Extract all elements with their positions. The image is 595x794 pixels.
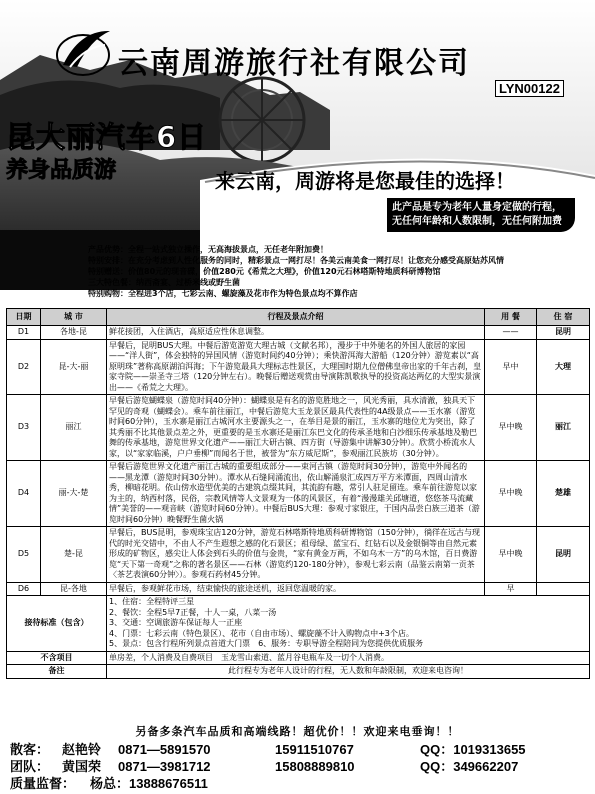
city-cell: 丽-大-楚 [41,461,107,527]
remarks-cell: 此行程专为老年人设计的行程，无人数和年龄限制，欢迎来电咨询！ [107,665,590,679]
city-cell: 丽江 [41,395,107,461]
hotel-cell: 大理 [537,339,590,395]
info-gifts: 特别赠送：价值80元的现音碟，价值280元《希荒之大理》，价值120元石林嗒斯特地质科研博物馆 [88,267,441,276]
meals-cell: 早中晚 [485,461,537,527]
table-row [7,339,590,395]
hotel-cell: 楚雄 [537,461,590,527]
supervisor-row [10,775,590,792]
tour-title: 昆大丽汽车6日 [6,120,208,154]
remarks-row [7,665,590,679]
desc-cell: 早餐后游览蝴蝶泉（游览时间40分钟）：蝴蝶泉是有名的游览胜地之一，风光秀丽，具水清澈，独具天下罕见的奇观（蝴蝶会）。乘车前往丽江，中餐后游览大玉龙景区最具代表性的4A级景点——玉水寨（游览时间60分钟），玉水寨是丽江古城河水主要源头之一，在举目是景的丽江，玉水寨的地位尤为突出，除了其秀丽不比其他景点差之外，更重要的是玉水寨还是丽江东巴文化的传承圣地和白沙细乐传承基地及勒巴舞的传承基地，游览世界文化遗产——丽江大研古镇、四方街（导游集中讲解30分钟）。欣赏小桥流水人家，以“家家临溪，户户垂柳”而闻名于世，被誉为“东方威尼斯”，参观丽江民族坊（30分钟）。 [107,395,485,461]
product-info [88,244,593,299]
contact-phone: 0871—3981712 [118,759,211,774]
table-row [7,461,590,527]
excluded-cell: 单房差，个人消费及自费项目 玉龙雪山索道、蓝月谷电瓶车及一切个人消费。 [107,651,590,665]
contact-qq: QQ：1019313655 [420,742,526,757]
remarks-label: 备注 [7,665,107,679]
contact-mobile: 15808889810 [275,759,355,774]
header-itinerary: 行程及景点介绍 [107,309,485,326]
contact-mobile: 15911510767 [275,742,354,757]
day-cell: D5 [7,527,41,583]
standard-item: 3、交通：空调旅游车保证每人一正座 [109,618,243,627]
meals-cell: 早中晚 [485,527,537,583]
banner [0,0,595,298]
desc-cell: 早餐后，昆明BUS大理。中餐后游览游览大理古城（文献名邦），漫步于中外驰名的外国人旅居的家园——“洋人街”，体会独特的异国风情（游览时间约40分钟）；乘快游洱海大游船（120分钟）游览素以“高原明珠”著称高原湖泊洱海；下午游览最具大理标志性景区，大理国时期九位僧佛皇帝出家的千年古刹，皇家寺院——崇圣寺三塔（120分钟左右）。晚餐后赠送观赏由导演陈凯歌执导的投资高达两亿的大型实景演出——《希荒之大理》。 [107,339,485,395]
city-cell: 昆-各地 [41,582,107,596]
desc-cell: 早餐后，参观鲜花市场，结束愉快的旅途送机，返回您温暖的家。 [107,582,485,596]
city-cell: 各地-昆 [41,326,107,340]
contact-name: 黄国荣 [62,759,102,774]
meals-cell: 早中 [485,339,537,395]
standard-item: 2、餐饮：全程5早7正餐，十人一桌，八菜一汤 [109,607,277,617]
standards-row [7,596,590,652]
supervisor-contact: 杨总：13888676511 [90,776,208,791]
meals-cell: 早 [485,582,537,596]
table-header [7,309,590,326]
contact-label: 团队： [10,759,50,774]
excluded-label: 不含项目 [7,651,107,665]
meals-cell: —— [485,326,537,340]
contact-name: 赵艳铃 [62,742,102,757]
header-city: 城 市 [41,309,107,326]
day-cell: D2 [7,339,41,395]
notice-box: 此产品是专为老年人量身定做的行程，无任何年龄和人数限制，无任何附加费 [387,198,575,232]
contact-phone: 0871—5891570 [118,742,211,757]
table-row [7,582,590,596]
hotel-cell [537,582,590,596]
hotel-cell: 昆明 [537,326,590,340]
contact-block [10,741,590,792]
header-date: 日期 [7,309,41,326]
info-shopping: 特别购物：全程进3个店，七彩云南、螺旋藻及花市作为特色景点均不算作店 [88,289,358,298]
city-cell: 昆-大-丽 [41,339,107,395]
standard-item: 4、门票：七彩云南（特色景区）、花市（自由市场）、螺旋藻不计入购物点中+3个店。 [109,628,414,638]
info-meals: 三大特色餐：纳西斋宴、过桥米线或野生菌 [88,278,240,287]
product-code: LYN00122 [495,80,564,97]
excluded-row [7,651,590,665]
hotel-cell: 丽江 [537,395,590,461]
standards-label: 接待标准（包含） [7,596,107,652]
tour-subtitle: 养身品质游 [6,158,117,183]
standard-item: 1、住宿：全程特评三星 [109,597,195,606]
desc-cell: 鲜花接团，入住酒店，高原适应性休息调整。 [107,326,485,340]
header-hotel: 住 宿 [537,309,590,326]
standards-cell [107,596,590,652]
desc-cell: 早餐后，BUS昆明，参观珠宝店120分钟，游览石林嗒斯特地质科研博物馆（150分钟），徜徉在远古与现代的时光交错中，不由人不产生遐想之感的化石景区；祖母绿、蓝宝石、红钻石以及金银铜等由自然元素形成的矿物区，感尖让人体会到石头的价值与金贵，“家有黄金万两，不如乌木一方”的乌木馆，百日费游览“天下第一奇观”之称的著名景区——石林（游览约120-180分钟），参观七彩云南（品鉴云南第一贡茶〈茶艺表演60分钟〉）。参观石药材45分钟。 [107,527,485,583]
info-arrangement: 特别安排：在充分考虑到人性化服务的同时，精彩景点一网打尽！各美云南美食一网打尽！让您充分感受高原姑苏风情 [88,256,504,265]
meals-cell: 早中晚 [485,395,537,461]
info-advantage: 产品优势：全程一站式独立操作，无高海拔景点，无任老年附加费！ [88,245,328,254]
itinerary-table [6,308,590,679]
contact-qq: QQ：349662207 [420,759,519,774]
company-logo-icon [55,25,115,80]
header-meals: 用 餐 [485,309,537,326]
supervisor-label: 质量监督： [10,776,76,791]
table-row [7,527,590,583]
footer-slogan: 另备多条汽车品质和高端线路！超优价！！欢迎来电垂询！！ [135,725,460,738]
table-row [7,395,590,461]
day-cell: D6 [7,582,41,596]
city-cell: 楚-昆 [41,527,107,583]
table-row [7,326,590,340]
day-cell: D4 [7,461,41,527]
contact-row [10,758,590,775]
contact-row [10,741,590,758]
day-cell: D1 [7,326,41,340]
company-name: 云南周游旅行社有限公司 [118,46,470,81]
slogan: 来云南，周游将是您最佳的选择！ [215,169,515,193]
day-cell: D3 [7,395,41,461]
contact-label: 散客： [10,742,50,757]
desc-cell: 早餐后游览世界文化遗产丽江古城的重要组成部分——束河古镇（游览时间30分钟），游览中外闻名的——黑龙潭（游览时间30分钟）。潭水从石缝间涌流出，依山解涌泉汇成四万平方米潭面，四周山清水秀，柳暗花明。依山傍水造型优美的古建筑点缀其间，其流韵有趣，常引人驻足留连。乘车前往游览以家为主的，纳西村落，民俗，宗教风情等人文景观为一体的风景区，有着“漫漫雄关邱塘道，悠悠茶马流藏情”美誉的——观音峡（游览时间60分钟）。中餐后BUS大理：参观寸家银庄，于国内品尝白族三道茶（游览时间60分钟）晚餐野生菌火锅 [107,461,485,527]
standard-item: 5、景点：包含行程所列景点首道大门票 6、服务：专职导游全程陪同为您提供优质服务 [109,639,424,648]
hotel-cell: 昆明 [537,527,590,583]
